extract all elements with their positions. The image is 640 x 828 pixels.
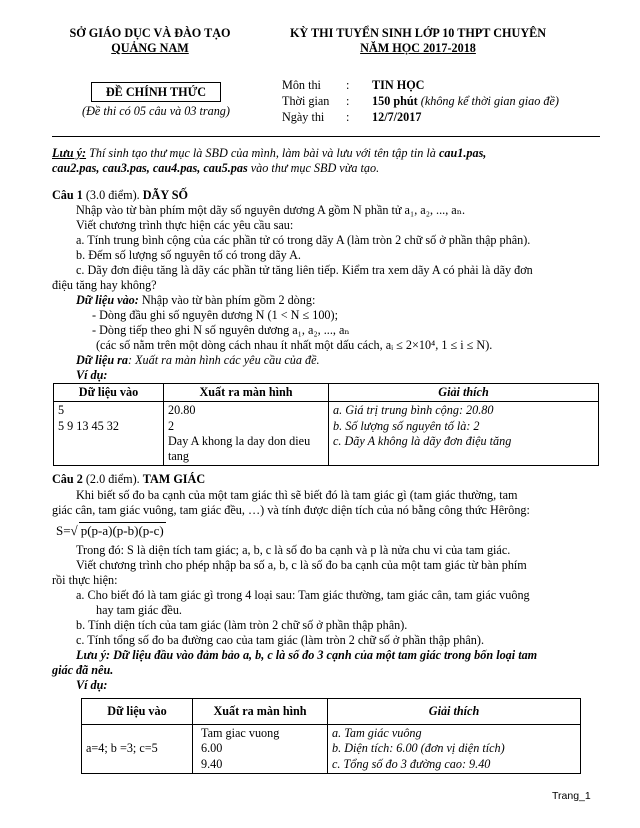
q1-input-heading: Dữ liệu vào: Nhập vào từ bàn phím gồm 2 dòng: [76, 293, 316, 307]
table-cell: a=4; b =3; c=5 [82, 725, 193, 774]
table-cell: a. Giá trị trung bình cộng: 20.80 b. Số lượng số nguyên tố là: 2 c. Dãy A không là dãy đơn điệu tăng [329, 402, 599, 466]
q2-note: Lưu ý: Dữ liệu đầu vào đảm bảo a, b, c là số đo 3 cạnh của một tam giác trong bốn loại tam [76, 648, 538, 662]
header-divider [52, 136, 600, 137]
table-cell: 5 5 9 13 45 32 [54, 402, 164, 466]
q2-example-label: Ví dụ: [76, 678, 108, 692]
school-year: NĂM HỌC 2017-2018 [360, 41, 476, 55]
subject-label: Môn thi [282, 78, 321, 92]
table-header: Dữ liệu vào [54, 384, 164, 402]
q2-para-1: Khi biết số đo ba cạnh của một tam giác thì sẽ biết đó là tam giác gì (tam giác thường, tam [76, 488, 518, 502]
subject-value: TIN HỌC [372, 78, 425, 92]
table-header: Xuất ra màn hình [193, 699, 328, 725]
heron-formula: S=√ p(p-a)(p-b)(p-c) [56, 523, 164, 538]
exam-title: KỲ THI TUYỂN SINH LỚP 10 THPT CHUYÊN [289, 26, 547, 40]
q1-item-c-cont: điệu tăng hay không? [52, 278, 157, 292]
q2-example-table [81, 698, 581, 774]
q1-intro: Nhập vào từ bàn phím một dãy số nguyên dương A gồm N phần tử a₁, a₂, ..., aₙ. [76, 203, 466, 217]
q2-item-a: a. Cho biết đó là tam giác gì trong 4 loại sau: Tam giác thường, tam giác cân, tam giác vuông [76, 588, 530, 602]
table-header: Giải thích [329, 384, 599, 402]
table-header: Xuất ra màn hình [164, 384, 329, 402]
q2-para-1-cont: giác cân, tam giác vuông, tam giác đều, …) và tính được diện tích của nó bằng công thức Hêrông: [52, 503, 530, 517]
table-cell: a. Tam giác vuông b. Diện tích: 6.00 (đơn vị diện tích) c. Tổng số đo 3 đường cao: 9.40 [328, 725, 581, 774]
q1-heading: Câu 1 (3.0 điểm). DÃY SỐ [52, 188, 189, 202]
q2-heading: Câu 2 (2.0 điểm). TAM GIÁC [52, 472, 206, 486]
colon: : [346, 94, 350, 108]
official-badge: ĐỀ CHÍNH THỨC [91, 82, 221, 102]
q1-input-line-3: (các số nằm trên một dòng cách nhau ít nhất một dấu cách, aᵢ ≤ 2×10⁴, 1 ≤ i ≤ N). [96, 338, 493, 352]
date-value: 12/7/2017 [372, 110, 422, 124]
q2-item-a-cont: hay tam giác đều. [96, 603, 182, 617]
colon: : [346, 110, 350, 124]
q2-para-2: Viết chương trình cho phép nhập ba số a, b, c là số đo ba cạnh của một tam giác từ bàn phím [76, 558, 527, 572]
q1-example-label: Ví dụ: [76, 368, 108, 382]
note-line-1: Lưu ý: Thí sinh tạo thư mục là SBD của mình, làm bài và lưu với tên tập tin là cau1.pas, [52, 146, 487, 160]
table-row [54, 402, 599, 466]
q2-note-cont: giác đã nêu. [52, 663, 114, 677]
table-row [82, 725, 581, 774]
q1-input-line-2: - Dòng tiếp theo ghi N số nguyên dương a₁, a₂, ..., aₙ [92, 323, 350, 337]
q1-requirement: Viết chương trình thực hiện các yêu cầu sau: [76, 218, 294, 232]
q1-example-table [53, 383, 599, 466]
q2-where: Trong đó: S là diện tích tam giác; a, b, c là số đo ba cạnh và p là nửa chu vi của tam giác. [76, 543, 511, 557]
q1-output-heading: Dữ liệu ra: Xuất ra màn hình các yêu cầu của đề. [76, 353, 320, 367]
q2-para-2-cont: rồi thực hiện: [52, 573, 118, 587]
province-name: QUẢNG NAM [111, 41, 189, 55]
colon: : [346, 78, 350, 92]
time-value-line: 150 phút (không kể thời gian giao đề) [372, 94, 559, 108]
date-label: Ngày thi [282, 110, 325, 124]
page-number: Trang_1 [552, 790, 591, 802]
q1-item-a: a. Tính trung bình cộng của các phần tử có trong dãy A (làm tròn 2 chữ số ở phần thập phân). [76, 233, 531, 247]
q2-item-c: c. Tính tổng số đo ba đường cao của tam giác (làm tròn 2 chữ số ở phần thập phân). [76, 633, 484, 647]
table-cell: 20.80 2 Day A khong la day don dieu tang [164, 402, 329, 466]
time-label: Thời gian [282, 94, 330, 108]
pages-note: (Đề thi có 05 câu và 03 trang) [82, 104, 230, 118]
table-header: Dữ liệu vào [82, 699, 193, 725]
note-line-2: cau2.pas, cau3.pas, cau4.pas, cau5.pas vào thư mục SBD vừa tạo. [52, 161, 380, 175]
table-cell: Tam giac vuong 6.00 9.40 [193, 725, 328, 774]
q1-item-c: c. Dãy đơn điệu tăng là dãy các phần tử tăng liên tiếp. Kiểm tra xem dãy A có phải là dãy đơn [76, 263, 533, 277]
dept-name: SỞ GIÁO DỤC VÀ ĐÀO TẠO [69, 26, 231, 40]
q1-input-line-1: - Dòng đầu ghi số nguyên dương N (1 < N ≤ 100); [92, 308, 338, 322]
table-header: Giải thích [328, 699, 581, 725]
q1-item-b: b. Đếm số lượng số nguyên tố có trong dãy A. [76, 248, 301, 262]
q2-item-b: b. Tính diện tích của tam giác (làm tròn 2 chữ số ở phần thập phân). [76, 618, 408, 632]
